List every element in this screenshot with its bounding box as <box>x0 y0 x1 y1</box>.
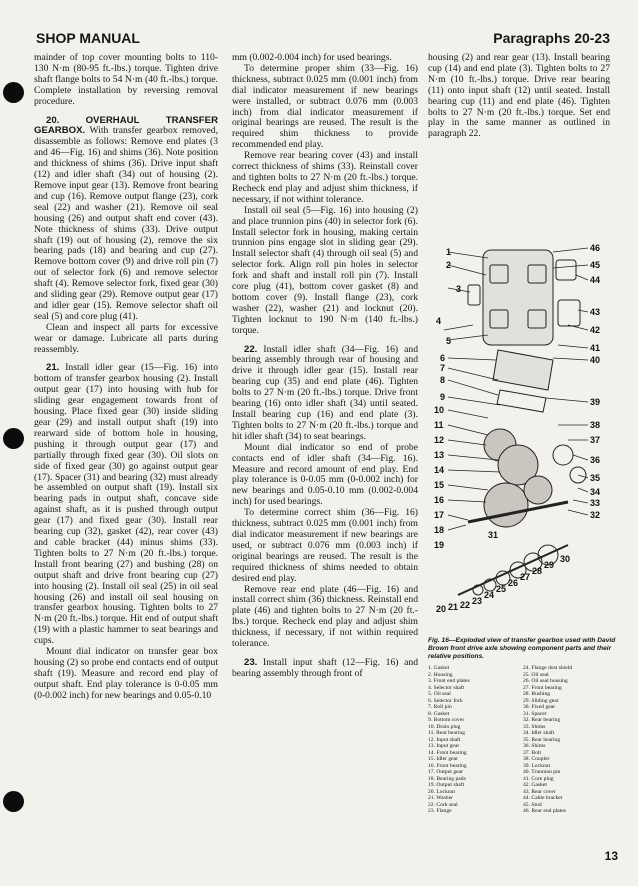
legend-item: 44. Cable bracket <box>523 795 563 801</box>
paragraph: Remove rear bearing cover (43) and install correct thickness of shims (33). Reinstall cover and tighten bolts to 27 N·m (20 ft.-lbs.) torque. Recheck end play and adjust shim thickness, if necessary, if not withint tolerance. <box>232 150 418 205</box>
legend-item: 13. Input gear <box>428 743 460 749</box>
paragraph: With transfer gearbox removed, disassemble as follows: Remove end plates (3 and 46—Fig. 16) and shims (36). Note position and thickness of shims (36). Drive input shaft (12) and idler shaft (34) out of housing (2). Remove input gear (13). Remove front bearing and cup (16). Remove output flange (23), cork seal (22) and washer (21). Remove oil seal housing (26) and output shaft end cover (43). Note thickness of shims (33). Drive output shaft (19) out of housing (2), remove the six bearing pads (18) and bearing and cup (27). Remove bottom cover (9) and drive roll pin (7) out of selector fork (6) and remove selector shaft (4). Remove selector fork, fixed gear (30) and sliding gear (29). Remove output gear (17) and idler gear (15). Remove selector shaft oil seal (5) and core plug (41). <box>34 125 218 322</box>
legend-item: 33. Shims <box>523 723 546 730</box>
legend-item: 41. Core plug <box>523 775 554 782</box>
paragraph: Remove rear end plate (46—Fig. 16) and install correct shim (36) thickness. Reinstall end plate (46) and tighten bolts to 27 N·m (20 ft.-lbs.) torque. Recheck end play and adjust shim thickness, if necessary, if not within required tolerance. <box>232 583 418 650</box>
paragraph: housing (2) and rear gear (13). Install bearing cup (14) and end plate (3). Tighten bolts to 27 N·m (10 ft.-lbs.) torque. Drive rear bearing (11) onto input shaft (12) until seated. Install bearing cup (11) and end plate (46). Tighten bolts to 27 N·m (20 ft.-lbs.) torque. Set end play in the same manner as outlined in paragraph 22. <box>428 52 610 140</box>
paragraph: Mount dial indicator on transfer gear box housing (2) so probe end contacts end of output shaft (19). Measure and record end play of output shaft. End play tolerance is 0-0.05 mm (0-0.002 inch) for new bearings and 0.05-0.10 <box>34 646 218 701</box>
legend-item: 21. Washer <box>428 795 453 801</box>
legend-item: 10. Drain plug <box>428 723 461 730</box>
section-number: 20. <box>46 114 60 126</box>
callout-number: 7 <box>440 363 446 373</box>
callout-number: 16 <box>434 495 445 505</box>
legend-item: 25. Oil seal <box>523 671 549 678</box>
callout-number: 18 <box>434 525 445 535</box>
callout-number: 38 <box>590 420 601 430</box>
legend-item: 42. Gasket <box>523 782 547 788</box>
legend-item: 26. Oil seal housing <box>523 678 568 684</box>
callout-number: 22 <box>460 600 471 610</box>
text-column-2 <box>232 53 418 680</box>
callout-number: 36 <box>590 455 601 465</box>
callout-number: 17 <box>434 510 445 520</box>
callout-number: 5 <box>446 336 452 346</box>
callout-number: 34 <box>590 487 601 497</box>
legend-item: 16. Front bearing <box>428 762 467 769</box>
page-number: 13 <box>604 849 618 863</box>
callout-number: 8 <box>440 375 446 385</box>
text-column-1 <box>34 53 218 702</box>
legend-item: 17. Output gear <box>428 769 463 775</box>
legend-item: 8. Gasket <box>428 710 450 717</box>
callout-number: 6 <box>440 353 446 363</box>
section-23 <box>232 658 418 680</box>
legend-item: 11. Rear bearing <box>428 730 465 736</box>
callout-number: 20 <box>436 604 447 614</box>
exploded-view-figure <box>428 240 610 620</box>
legend-column-left <box>428 665 523 815</box>
paragraph-range: Paragraphs 20-23 <box>493 30 610 46</box>
callout-number: 37 <box>590 435 601 445</box>
legend-item: 7. Roll pin <box>428 704 452 710</box>
legend-item: 32. Rear bearing <box>523 717 561 723</box>
legend-item: 35. Rear bearing <box>523 736 561 743</box>
legend-item: 19. Output shaft <box>428 782 465 788</box>
legend-item: 24. Flange dust shield <box>523 665 573 671</box>
figure-caption: Fig. 16—Exploded view of transfer gearbox used with David Brown front drive axle showing component parts and their relative positions. <box>428 637 616 660</box>
legend-item: 37. Bolt <box>523 749 542 756</box>
legend-item: 14. Front bearing <box>428 749 467 756</box>
callout-number: 21 <box>448 602 459 612</box>
paragraph: mm (0.002-0.004 inch) for used bearings. <box>232 52 392 63</box>
legend-item: 45. Stud <box>523 801 542 808</box>
callout-number: 35 <box>590 473 601 483</box>
callout-number: 31 <box>488 530 499 540</box>
callout-number: 12 <box>434 435 445 445</box>
legend-item: 6. Selector fork <box>428 697 463 704</box>
section-number: 23. <box>244 656 258 668</box>
legend-column-right <box>523 665 618 815</box>
binder-hole <box>3 82 24 103</box>
paragraph: To determine proper shim (33—Fig. 16) thickness, subtract 0.025 mm (0.001 inch) from dial indicator measurement if new bearings were installed, or subtract 0.076 mm (0.003 inch) from dial indicator measurement if original bearings are reused. The result is the required shim thickness to provide recommended end play. <box>232 62 418 151</box>
callout-number: 19 <box>434 540 445 550</box>
legend-item: 12. Input shaft <box>428 736 461 743</box>
legend-item: 20. Locknut <box>428 788 456 795</box>
callout-number: 41 <box>590 343 601 353</box>
callout-number: 25 <box>496 584 507 594</box>
legend-item: 23. Flange <box>428 808 452 814</box>
paragraph: mainder of top cover mounting bolts to 110-130 N·m (80-95 ft.-lbs.) torque. Tighten drive shaft flange bolts to 54 N·m (40 ft.-lbs.) torque. Complete installation by reversing removal procedure. <box>34 52 218 107</box>
legend-item: 28. Bushing <box>523 691 551 697</box>
paragraph: Install idler gear (15—Fig. 16) into bottom of transfer gearbox housing (2). Install output gear (17) into housing with hub for sliding gear engagement towards front of housing. Place fixed gear (30) inside sliding gear (29) and install output shaft (19) into rearward side of bottom hole in housing, pushing it through output gear (17) and partially through fixed gear (30). Oil slots on side of fixed gear (30) go against output gear (17). Spacer (31) and bearing (32) must already be assembled on output shaft (19). Install six bearing pads in output shaft, concave side against shaft, as it is pushed through output gear (17) and fixed gear (30). Install rear bearing cup (32), gasket (42), rear cover (43) and cable bracket (44) minus shims (33). Tighten bolts to 27 N·m (20 ft.-lbs.) torque. Install front bearing (27) and bushing (28) on output shaft and drive front bearing cup (27) into housing (2). Install oil seal (25) in oil seal housing (26) and install oil seal housing on transfer gearbox housing. Tighten bolts to 27 N·m (20 ft.-lbs.) torque. Hit end of output shaft (19) with a plastic hammer to seat bearings and cups. <box>34 362 218 647</box>
callout-number: 39 <box>590 397 601 407</box>
callout-number: 26 <box>508 578 519 588</box>
paragraph: Install input shaft (12—Fig. 16) and bearing assembly through front of <box>232 656 418 679</box>
callout-number: 14 <box>434 465 445 475</box>
callout-number: 28 <box>532 566 543 576</box>
legend-item: 9. Bottom cover <box>428 717 465 723</box>
binder-hole <box>3 428 24 449</box>
callout-number: 1 <box>446 247 452 257</box>
legend-item: 36. Shims <box>523 743 546 749</box>
paragraph: Clean and inspect all parts for excessive wear or damage. Lubricate all parts during reassembly. <box>34 321 218 355</box>
legend-item: 22. Cork seal <box>428 801 458 808</box>
callout-number: 10 <box>434 405 445 415</box>
figure-drawing <box>458 250 586 595</box>
callout-number: 40 <box>590 355 601 365</box>
legend-item: 4. Selector shaft <box>428 684 465 691</box>
section-number: 21. <box>46 362 60 374</box>
callout-number: 29 <box>544 560 555 570</box>
legend-item: 15. Idler gear <box>428 756 458 762</box>
callout-number: 11 <box>434 420 444 430</box>
callout-number: 42 <box>590 325 601 335</box>
callout-number: 46 <box>590 243 601 253</box>
callout-number: 13 <box>434 450 445 460</box>
binder-hole <box>3 791 24 812</box>
section-22 <box>232 345 418 443</box>
callout-number: 3 <box>456 284 462 294</box>
callout-number: 9 <box>440 392 446 402</box>
paragraph: Mount dial indicator so end of probe contacts end of idler shaft (34—Fig. 16). Measure and record amount of end play. End play tolerance is 0-0.05 mm (0-0.002 inch) for new bearings and 0.05-0.10 mm (0.002-0.004 inch) for used bearings. <box>232 441 418 508</box>
legend-item: 46. Rear end plates <box>523 808 566 814</box>
legend-item: 31. Spacer <box>523 710 547 717</box>
callout-number: 2 <box>446 260 452 270</box>
legend-item: 29. Sliding gear <box>523 697 559 704</box>
callout-number: 45 <box>590 260 601 270</box>
running-header: SHOP MANUAL <box>36 30 140 46</box>
figure-callouts-bottom <box>434 530 570 614</box>
callout-number: 24 <box>484 590 495 600</box>
legend-item: 40. Trunnion pin <box>523 769 561 775</box>
callout-number: 33 <box>590 498 601 508</box>
callout-number: 43 <box>590 307 601 317</box>
paragraph: Install idler shaft (34—Fig. 16) and bearing assembly through rear of housing and drive it through idler gear (15). Install rear bearing cup (35) and end plate (46). Tighten bolts to 27 N·m (20 ft.-lbs.) torque. Drive front bearing (16) onto idler shaft (34) until seated. Install bearing cup (16) and end plate (3). Tighten bolts to 27 N·m (20 ft.-lbs.) torque and hit idler shaft (34) to seat bearings. <box>232 343 419 442</box>
callout-number: 32 <box>590 510 601 520</box>
paragraph: Install oil seal (5—Fig. 16) into housing (2) and place trunnion pins (40) in selector fork (6). Install selector fork in housing, making certain trunnion pins engage slot in sliding gear (29). Install selector shaft (4) through oil seal (5) and selector fork. Align roll pin holes in selector fork and shaft and install roll pin (7). Install core plug (41), bottom cover gasket (8) and bottom cover (9). Install flange (23), cork washer (22), washer (21) and locknut (20). Tighten locknut to 190 N·m (140 ft.-lbs.) torque. <box>232 204 418 336</box>
section-title: OVERHAUL TRANSFER GEARBOX. <box>34 114 218 137</box>
callout-number: 27 <box>520 572 531 582</box>
figure-legend <box>428 665 618 815</box>
legend-item: 39. Locknut <box>523 762 551 769</box>
section-20 <box>34 116 218 323</box>
callout-number: 23 <box>472 596 483 606</box>
callout-number: 15 <box>434 480 445 490</box>
figure-callouts-right <box>546 243 600 520</box>
legend-item: 1. Gasket <box>428 665 450 671</box>
callout-number: 44 <box>590 275 601 285</box>
legend-item: 5. Oil seal <box>428 691 451 697</box>
legend-item: 3. Front end plates <box>428 678 470 684</box>
section-number: 22. <box>244 343 258 355</box>
legend-item: 34. Idler shaft <box>523 730 555 736</box>
callout-number: 30 <box>560 554 571 564</box>
legend-item: 43. Rear cover <box>523 788 556 795</box>
section-21 <box>34 363 218 647</box>
text-column-3 <box>428 53 610 140</box>
legend-item: 18. Bearing pads <box>428 775 466 782</box>
legend-item: 2. Housing <box>428 671 453 678</box>
legend-item: 30. Fixed gear <box>523 704 556 710</box>
legend-item: 27. Front bearing <box>523 684 562 691</box>
callout-number: 4 <box>436 316 442 326</box>
legend-item: 38. Coupler <box>523 756 550 762</box>
paragraph: To determine correct shim (36—Fig. 16) thickness, subtract 0.025 mm (0.001 inch) from dial indicator measurement if new bearings are used, or subtract 0.076 mm (0.003 inch) if original bearings are reused. The result is the required thickness of shims needed to obtain desired end play. <box>232 507 418 584</box>
